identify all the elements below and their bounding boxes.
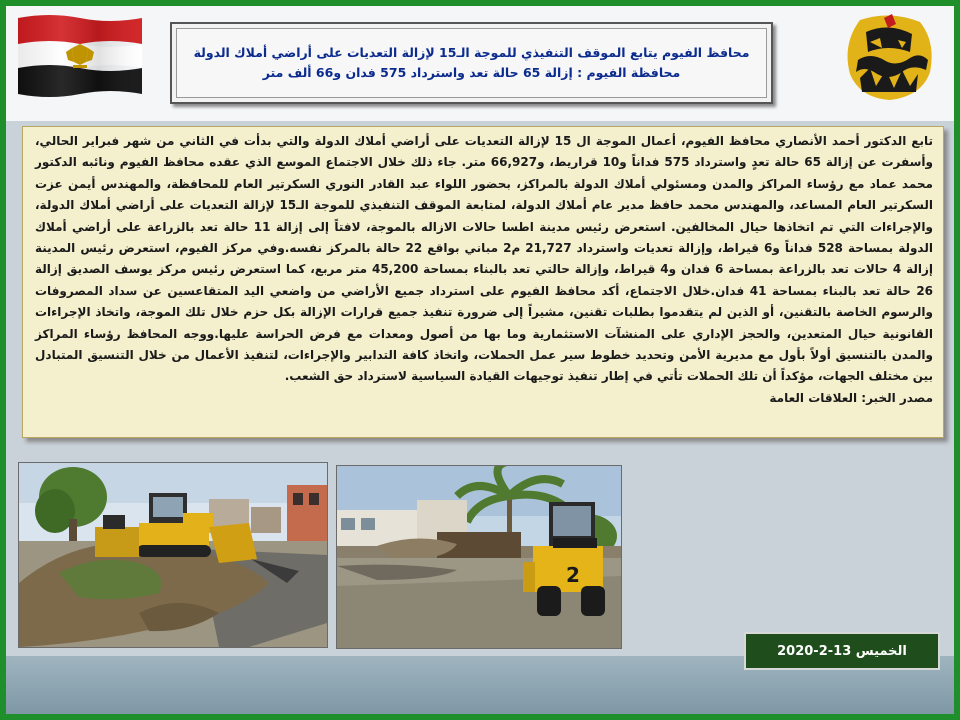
title-inner — [176, 28, 767, 98]
title-box — [170, 22, 773, 104]
photo-demolition-site-1 — [18, 462, 328, 648]
article-source: مصدر الخبر: العلاقات العامة — [769, 390, 933, 405]
headline-line-1: محافظ الفيوم يتابع الموقف التنفيذي للموجة الـ15 لإزالة التعديات على أراضي أملاك الدولة — [193, 45, 750, 60]
svg-text:2: 2 — [566, 563, 580, 587]
egypt-flag-icon — [14, 12, 146, 98]
article-body: تابع الدكتور أحمد الأنصاري محافظ الفيوم، أعمال الموجة ال 15 لإزالة التعديات على أراضي أملاك الدولة والتي بدأت في الثاني من شهر فبراير الحالي، وأسفرت عن إزالة 65 حالة تعدٍ واسترداد 575 فداناً و10 قراريط، و66,927 متر. جاء ذلك خلال الاجتماع الموسع الذي عقده محافظ الفيوم ونائبه الدكتور محمد عماد مع رؤساء المراكز والمدن ومسئولي أملاك الدولة بالمراكز، بحضور اللواء عبد القادر النوري السكرتير العام للمحافظة، والمهندس أيمن عزت السكرتير العام المساعد، والمهندس محمد حافظ مدير عام أملاك الدولة، لمتابعة الموقف التنفيذي للموجة الـ15 لإزالة التعديات على أراضي أملاك الدولة، والإجراءات التي تم اتخاذها حيال المخالفين. استعرض رئيس مدينة اطسا حالات الازاله بالموجة، لافتاً إلى إزالة 11 حالة تعد بالزراعة على أراضي أملاك الدولة بمساحة 528 فداناً و6 قيراط، وإزالة تعديات واسترداد 21,727 م2 مباني بواقع 22 حالة بالمركز نفسه.وفي مركز الفيوم، استعرض رئيس المدينة إزالة 4 حالات تعد بالزراعة بمساحة 6 فدان و4 قيراط، وإزالة حالتي تعد بالبناء بمساحة 45,200 متر مربع، كما استعرض رئيس مركز يوسف الصديق إزالة 26 حالة تعد بالبناء بمساحة 41 فدان.خلال الاجتماع، أكد محافظ الفيوم على استرداد جميع الأراضي من واضعي اليد المتقاعسين عن سداد المصروفات والرسوم الخاصة بالتقنين، أو الذين لم يتقدموا بطلبات تقنين، مشيراً إلى ضرورة تنفيذ جميع قرارات الإزالة بكل حزم خلال تلك الموجة، واتخاذ الإجراءات القانونية حيال المتعدين، والحجز الإداري على المنشآت الاستثمارية وما بها من أصول ومعدات مع فرض الحراسة عليها.ووجه المحافظ رؤساء المراكز والمدن بالتنسيق أولاً بأول مع مديرية الأمن وتحديد خطوط سير عمل الحملات، واتخاذ كافة التدابير والإجراءات، لتنفيذ الأعمال من خلال التنسيق المتبادل بين مختلف الجهات، مؤكداً أن تلك الحملات تأتي في إطار تنفيذ توجيهات القيادة السياسية لاسترداد حق الشعب. — [35, 134, 934, 384]
article-box — [22, 126, 944, 438]
fayoum-governorate-logo-icon — [840, 12, 940, 104]
photo-demolition-site-2 — [336, 465, 622, 649]
date-badge — [744, 632, 940, 670]
date-text: الخميس 13-2-2020 — [777, 643, 907, 659]
headline-line-2: محافظة الفيوم : إزالة 65 حالة تعد واسترداد 575 فدان و66 ألف متر — [262, 65, 681, 80]
